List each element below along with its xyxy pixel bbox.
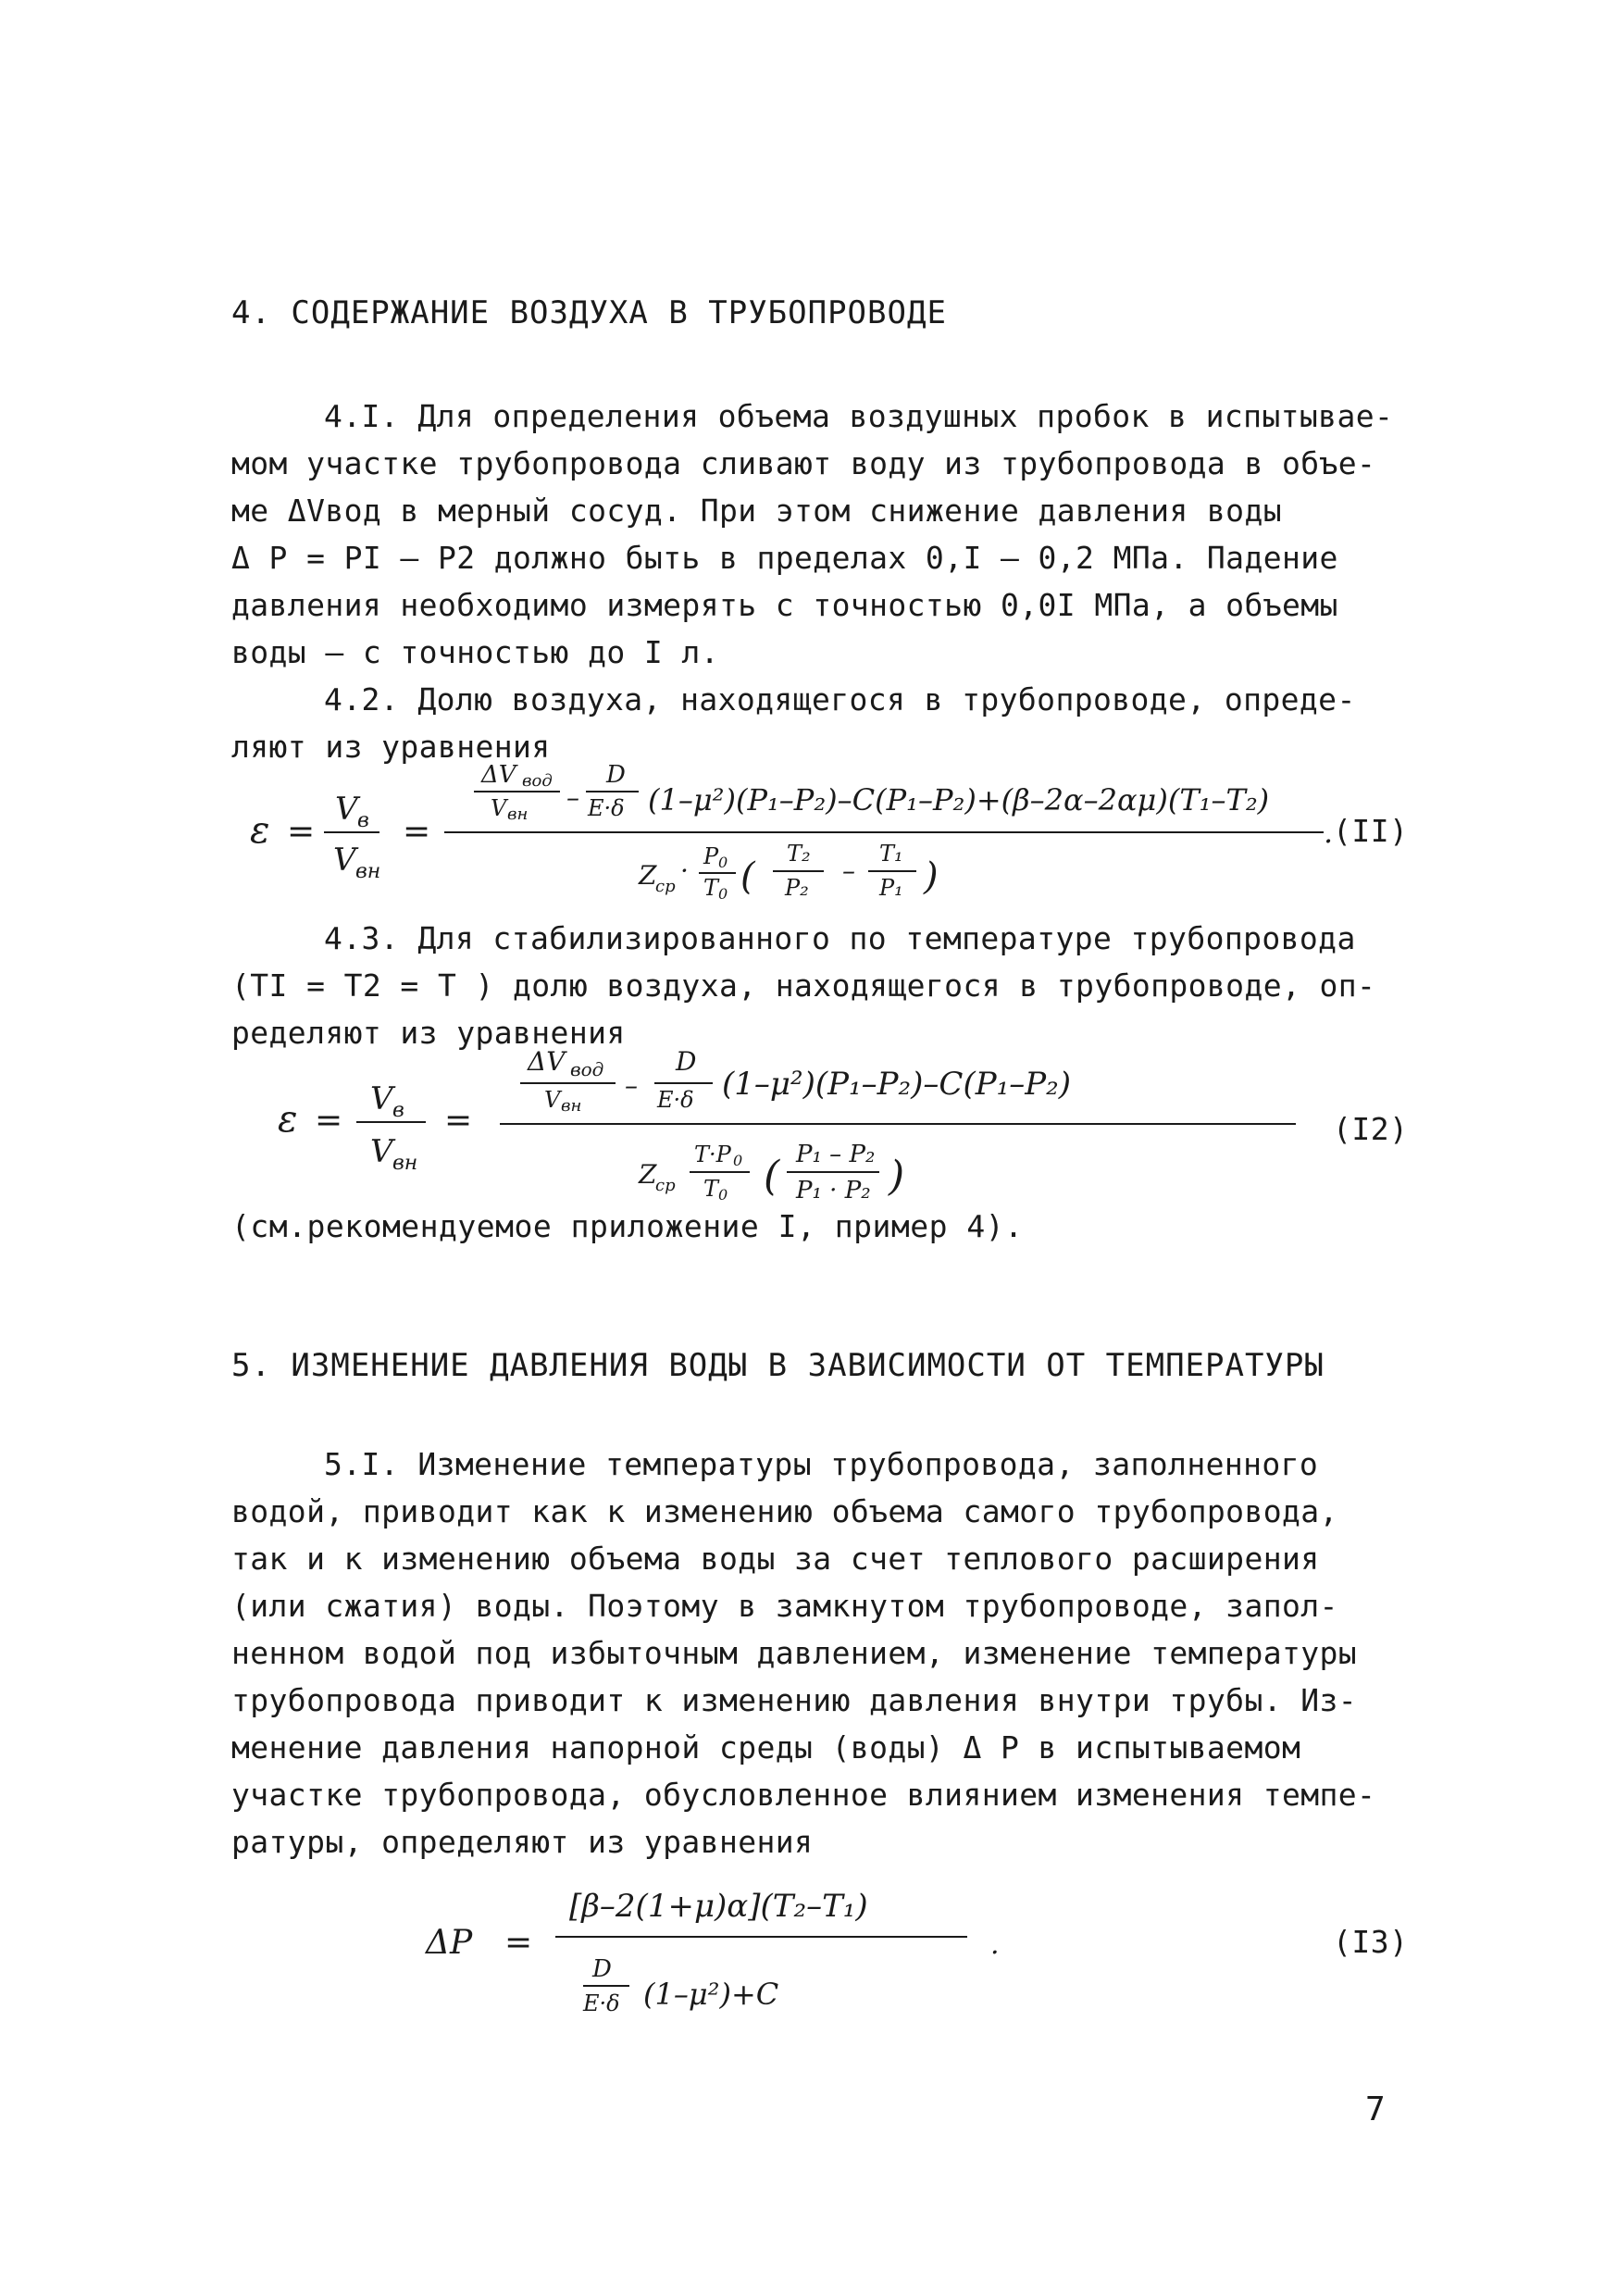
svg-text:ε: ε	[250, 809, 270, 852]
text-line: ределяют из уравнения	[231, 1015, 626, 1051]
svg-text:P₁ · P₂: P₁ · P₂	[796, 1177, 871, 1204]
svg-text:E·δ: E·δ	[588, 795, 625, 821]
svg-text:0: 0	[718, 854, 728, 871]
svg-text:P: P	[703, 843, 719, 869]
equation-13	[407, 1861, 1055, 2037]
text-line: ляют из уравнения	[231, 729, 551, 765]
svg-text:вод: вод	[570, 1058, 604, 1080]
paragraph-5-1	[231, 1441, 1435, 1866]
paragraph-4-1	[231, 393, 1435, 676]
svg-text:D: D	[592, 1955, 612, 1983]
svg-text:V: V	[333, 842, 356, 879]
equation-12-number: (I2)	[1333, 1111, 1409, 1147]
svg-text:(: (	[764, 1153, 780, 1200]
svg-text:D: D	[606, 761, 626, 789]
text-line: водой, приводит как к изменению объема самого трубопровода,	[231, 1493, 1338, 1529]
svg-text:в: в	[392, 1099, 404, 1122]
svg-text:D: D	[676, 1046, 697, 1077]
svg-text:V: V	[544, 1087, 561, 1113]
svg-text:V: V	[370, 1133, 393, 1170]
svg-text:вод: вод	[522, 771, 553, 791]
svg-text:=: =	[504, 1924, 533, 1962]
svg-text:·: ·	[680, 855, 689, 886]
svg-text:.: .	[1324, 815, 1334, 850]
svg-text:вн: вн	[355, 860, 381, 883]
equation-12	[250, 1028, 1314, 1213]
text-line: менение давления напорной среды (воды) Δ P в испытываемом	[231, 1729, 1301, 1766]
svg-text:V: V	[335, 791, 358, 828]
svg-text:V: V	[370, 1080, 393, 1117]
svg-text:P₁ – P₂: P₁ – P₂	[796, 1141, 876, 1168]
svg-text:): )	[924, 855, 939, 898]
svg-text:=: =	[315, 1102, 343, 1140]
svg-text:вн: вн	[561, 1096, 582, 1116]
svg-text:P₂: P₂	[785, 875, 809, 901]
svg-text:ε: ε	[278, 1098, 298, 1141]
svg-text:=: =	[444, 1102, 473, 1140]
svg-text:): )	[889, 1153, 905, 1200]
svg-text:(1–μ²)(P₁–P₂)–C(P₁–P₂): (1–μ²)(P₁–P₂)–C(P₁–P₂)	[722, 1066, 1071, 1103]
svg-text:–: –	[842, 855, 855, 886]
text-line: ратуры, определяют из уравнения	[231, 1824, 814, 1860]
svg-text:(1–μ²)(P₁–P₂)–C(P₁–P₂)+(β–2α–2: (1–μ²)(P₁–P₂)–C(P₁–P₂)+(β–2α–2αμ)(T₁–T₂)	[648, 782, 1270, 817]
text-line: мом участке трубопровода сливают воду из трубопровода в объе-	[231, 445, 1376, 481]
equation-13-number: (I3)	[1333, 1924, 1409, 1960]
svg-text:T₂: T₂	[787, 841, 811, 867]
svg-text:ΔP: ΔP	[426, 1924, 473, 1962]
svg-text:0: 0	[718, 1186, 728, 1204]
svg-text:E·δ: E·δ	[657, 1087, 694, 1113]
svg-text:.: .	[990, 1928, 1000, 1961]
svg-text:ΔV: ΔV	[481, 761, 516, 789]
text-line: так и к изменению объема воды за счет теплового расширения	[231, 1541, 1320, 1577]
svg-text:(: (	[740, 855, 755, 898]
svg-text:E·δ: E·δ	[583, 1990, 620, 2016]
svg-text:(1–μ²)+C: (1–μ²)+C	[643, 1977, 779, 2012]
reference-line: (см.рекомендуемое приложение I, пример 4).	[231, 1208, 1024, 1244]
svg-text:вн: вн	[392, 1152, 418, 1175]
text-line: участке трубопровода, обусловленное влиянием изменения темпе-	[231, 1777, 1376, 1813]
section-4-heading: 4. СОДЕРЖАНИЕ ВОЗДУХА В ТРУБОПРОВОДЕ	[231, 294, 947, 331]
text-line: Δ P = PI – P2 должно быть в пределах 0,I – 0,2 МПа. Падение	[231, 540, 1338, 576]
svg-text:=: =	[403, 813, 431, 851]
text-line: ме ΔVвод в мерный сосуд. При этом снижение давления воды	[231, 493, 1282, 529]
svg-text:ΔV: ΔV	[528, 1046, 566, 1077]
text-line: 4.I. Для определения объема воздушных пробок в испытывае-	[324, 398, 1394, 434]
text-line: давления необходимо измерять с точностью 0,0I МПа, а объемы	[231, 587, 1338, 623]
text-line: (TI = T2 = T ) долю воздуха, находящегося в трубопроводе, оп-	[231, 967, 1376, 1004]
text-line: ненном водой под избыточным давлением, изменение температуры	[231, 1635, 1358, 1671]
svg-text:Z: Z	[639, 860, 657, 891]
svg-text:в: в	[357, 809, 369, 832]
svg-text:–: –	[566, 782, 579, 813]
svg-text:0: 0	[733, 1152, 743, 1169]
svg-text:ср: ср	[655, 877, 676, 896]
svg-text:T: T	[703, 875, 719, 901]
svg-text:P₁: P₁	[879, 875, 903, 901]
svg-text:T·P: T·P	[694, 1142, 731, 1167]
svg-text:V: V	[491, 795, 507, 821]
svg-text:Z: Z	[639, 1159, 657, 1190]
equation-11-number: (II)	[1333, 813, 1409, 849]
svg-text:T: T	[703, 1176, 719, 1202]
svg-text:вн: вн	[507, 805, 529, 824]
text-line: 4.3. Для стабилизированного по температуре трубопровода	[324, 920, 1356, 956]
text-line: 4.2. Долю воздуха, находящегося в трубопроводе, опреде-	[324, 681, 1356, 718]
svg-text:0: 0	[718, 885, 728, 903]
section-5-heading: 5. ИЗМЕНЕНИЕ ДАВЛЕНИЯ ВОДЫ В ЗАВИСИМОСТИ ОТ ТЕМПЕРАТУРЫ	[231, 1347, 1325, 1384]
text-line: (или сжатия) воды. Поэтому в замкнутом трубопроводе, запол-	[231, 1588, 1338, 1624]
text-line: 5.I. Изменение температуры трубопровода, заполненного	[324, 1446, 1319, 1482]
page-number: 7	[1365, 2090, 1387, 2128]
text-line: трубопровода приводит к изменению давления внутри трубы. Из-	[231, 1682, 1358, 1718]
equation-11	[231, 745, 1435, 907]
svg-text:T₁: T₁	[879, 841, 903, 867]
svg-text:–: –	[625, 1070, 638, 1101]
text-line: воды – с точностью до I л.	[231, 634, 719, 670]
svg-text:ср: ср	[655, 1176, 676, 1195]
svg-text:[β–2(1+μ)α](T₂–T₁): [β–2(1+μ)α](T₂–T₁)	[569, 1888, 868, 1925]
svg-text:=: =	[287, 813, 316, 851]
